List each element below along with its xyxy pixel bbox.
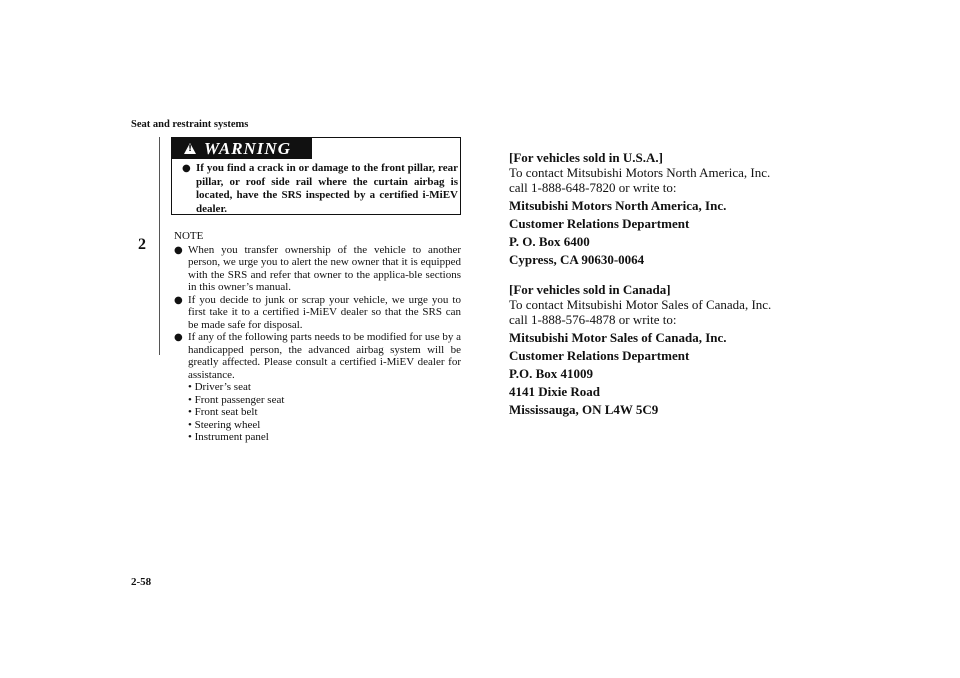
note-text: When you transfer ownership of the vehicle to another person, we urge you to alert the new owner that it is equipped with the SRS and refer that owner to the applica-ble sections in this owner’s manual. <box>188 243 461 293</box>
warning-box <box>171 137 461 215</box>
canada-address-line: Mississauga, ON L4W 5C9 <box>509 402 659 417</box>
usa-contact-line: To contact Mitsubishi Motors North America, Inc. <box>509 165 771 180</box>
parts-list-item: • Instrument panel <box>188 431 269 443</box>
canada-address-line: Customer Relations Department <box>509 348 690 363</box>
canada-contact-block <box>509 282 809 417</box>
usa-phone-line: call 1-888-648-7820 or write to: <box>509 180 677 195</box>
warning-title-bar <box>172 138 312 159</box>
usa-address-line: Mitsubishi Motors North America, Inc. <box>509 198 727 213</box>
warning-text: If you find a crack in or damage to the front pillar, rear pillar, or roof side rail where the curtain airbag is located, have the SRS inspected by a certified i-MiEV dealer. <box>196 162 458 215</box>
bullet-icon: ● <box>174 294 183 306</box>
chapter-number: 2 <box>138 236 146 253</box>
note-text: If you decide to junk or scrap your vehicle, we urge you to first take it to a certified i-MiEV dealer so that the SRS can be made safe for disposal. <box>188 293 461 331</box>
parts-list-item: • Steering wheel <box>188 418 261 431</box>
canada-phone-line: call 1-888-576-4878 or write to: <box>509 312 677 327</box>
warning-item <box>182 162 458 216</box>
canada-address-line: P.O. Box 41009 <box>509 366 594 381</box>
bullet-icon: ● <box>174 332 183 343</box>
usa-address-line: Cypress, CA 90630-0064 <box>509 252 645 267</box>
note-item <box>174 294 461 332</box>
canada-heading: [For vehicles sold in Canada] <box>509 282 671 297</box>
usa-address-line: Customer Relations Department <box>509 216 690 231</box>
usa-contact-block <box>509 150 809 267</box>
bullet-icon: ● <box>182 163 191 174</box>
parts-list-item: • Front passenger seat <box>188 393 285 406</box>
parts-list-item: • Driver’s seat <box>188 381 251 393</box>
note-title: NOTE <box>174 230 204 242</box>
canada-contact-line: To contact Mitsubishi Motor Sales of Canada, Inc. <box>509 297 772 312</box>
parts-list <box>174 381 461 444</box>
note-section <box>174 230 461 444</box>
page-number: 2-58 <box>131 576 152 588</box>
note-text: If any of the following parts needs to be modified for use by a handicapped person, the advanced airbag system will be greatly affected. Please consult a certified i-MiEV dealer for assistance. <box>188 331 461 381</box>
warning-title: WARNING <box>204 138 291 158</box>
parts-list-item: • Front seat belt <box>188 406 258 418</box>
bullet-icon: ● <box>174 244 183 256</box>
warning-triangle-icon <box>184 143 196 154</box>
contact-info <box>509 150 809 417</box>
usa-heading: [For vehicles sold in U.S.A.] <box>509 150 663 165</box>
canada-address-line: Mitsubishi Motor Sales of Canada, Inc. <box>509 330 727 345</box>
usa-address-line: P. O. Box 6400 <box>509 234 590 249</box>
note-item <box>174 331 461 381</box>
canada-address-line: 4141 Dixie Road <box>509 384 600 399</box>
section-header: Seat and restraint systems <box>131 119 249 130</box>
note-item <box>174 244 461 294</box>
